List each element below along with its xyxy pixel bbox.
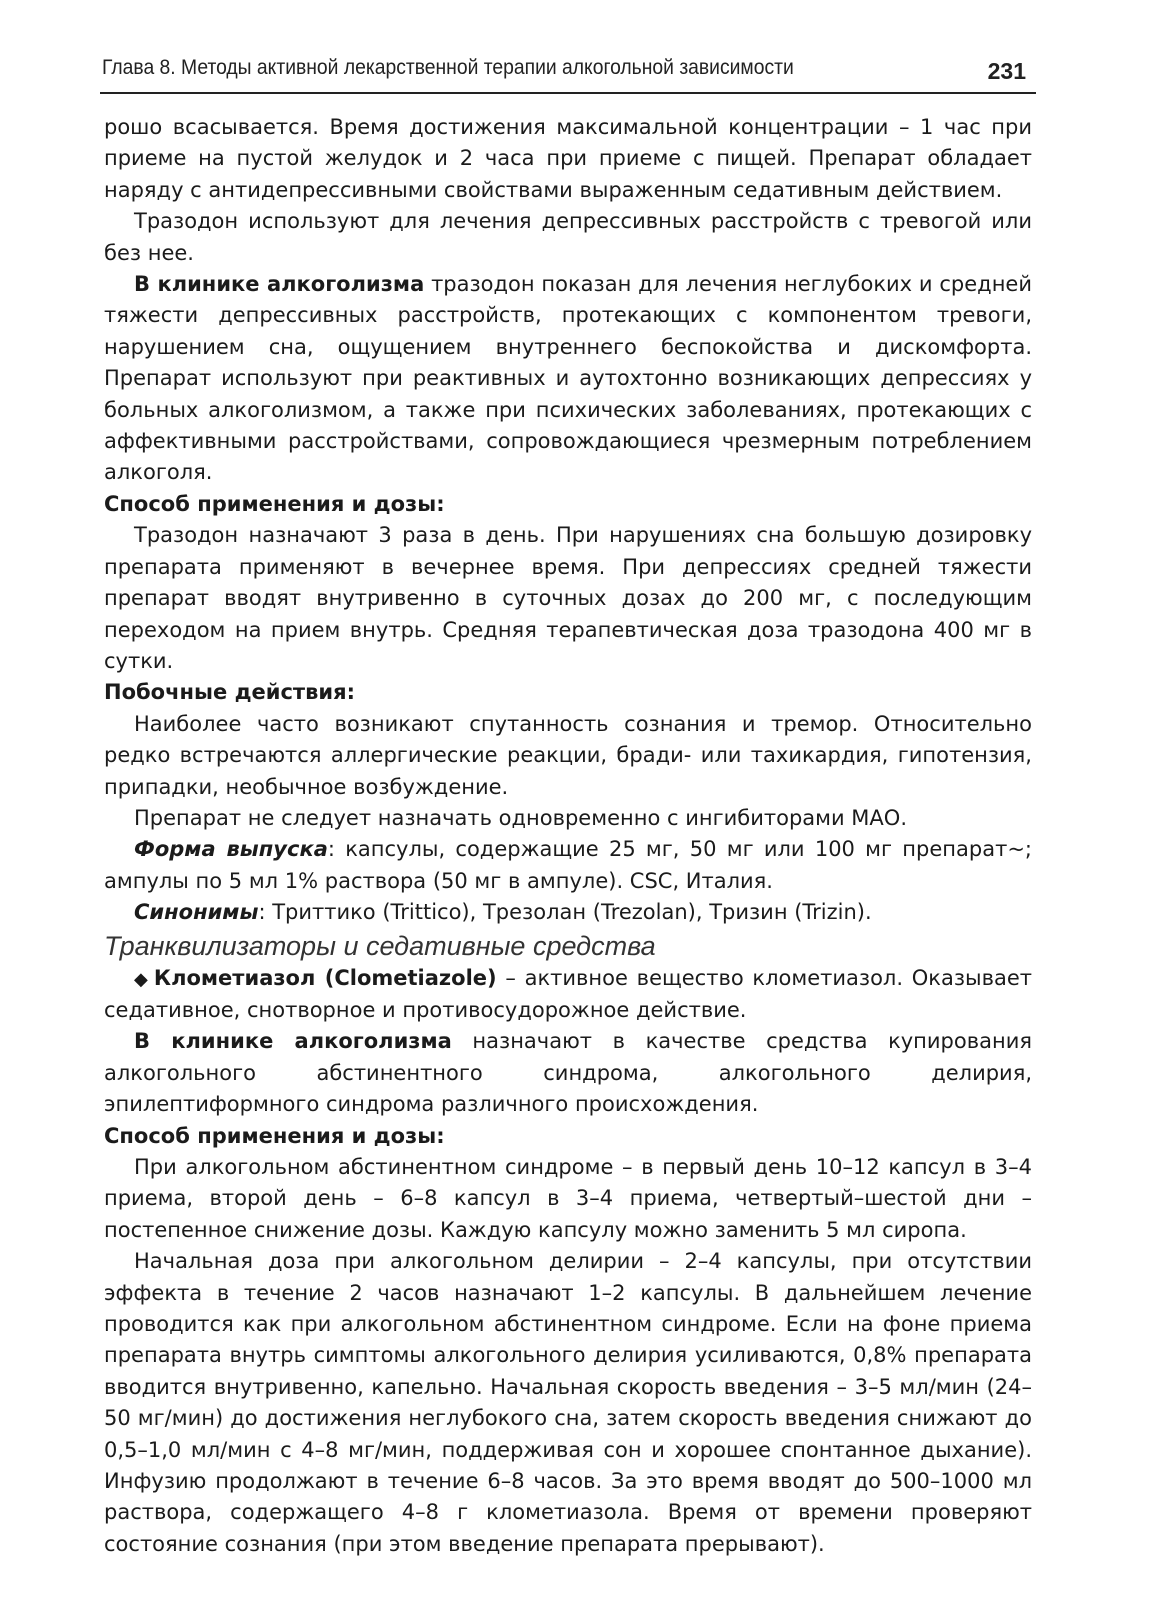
page-number: 231 bbox=[987, 58, 1026, 84]
paragraph-text: тразодон показан для лечения неглубоких и средней тяжести депрессивных расстройств, протекающих с компонентом тревоги, нарушением сна, ощущением внутреннего беспокойства и дискомфорта. Препарат используют при реактивных и аутохтонно возникающих депрессиях у больных алкоголизмом, а также при психических заболеваниях, протекающих с аффективными расстройствами, сопровождающиеся чрезмерным потреблением алкоголя. bbox=[104, 272, 1032, 485]
section-title: Транквилизаторы и седативные средства bbox=[104, 930, 656, 961]
paragraph-text: назначают в качестве средства купирования алкогольного абстинентного синдрома, алкогольного делирия, эпилептиформного синдрома различного происхождения. bbox=[104, 1029, 1032, 1117]
paragraph-clometiazole-clinic bbox=[104, 1026, 1032, 1120]
paragraph-mao-warning: Препарат не следует назначать одновременно с ингибиторами МАО. bbox=[134, 805, 907, 830]
paragraph-withdrawal-dosing: При алкогольном абстинентном синдроме – в первый день 10–12 капсул в 3–4 приема, второй день – 6–8 капсул в 3–4 приема, четвертый–шестой дни – постепенное снижение дозы. Каждую капсулу можно заменить 5 мл сиропа. bbox=[104, 1155, 1032, 1242]
subheading-side-effects: Побочные действия: bbox=[104, 680, 355, 705]
paragraph-release-form bbox=[104, 834, 1032, 897]
drug-name: Клометиазол (Clometiazole) bbox=[153, 965, 497, 990]
page-body bbox=[104, 112, 1032, 1560]
chapter-running-title: Глава 8. Методы активной лекарственной терапии алкогольной зависимости bbox=[102, 56, 794, 79]
subheading-dosage-2: Способ применения и дозы: bbox=[104, 1123, 445, 1148]
running-header bbox=[100, 52, 1036, 94]
diamond-bullet-icon: ◆ bbox=[134, 968, 150, 990]
run-in-heading: В клинике алкоголизма bbox=[134, 272, 425, 297]
paragraph-side-effects: Наиболее часто возникают спутанность сознания и тремор. Относительно редко встречаются аллергические реакции, бради- или тахикардия, гипотензия, припадки, необычное возбуждение. bbox=[104, 711, 1032, 799]
paragraph-text: – активное вещество клометиазол. Оказывает седативное, снотворное и противосудорожное действие. bbox=[104, 965, 1032, 1022]
paragraph-delirium-dosing: Начальная доза при алкогольном делирии – 2–4 капсулы, при отсутствии эффекта в течение 2 часов назначают 1–2 капсулы. В дальнейшем лечение проводится как при алкогольном абстинентном синдроме. Если на фоне приема препарата внутрь симптомы алкогольного делирия усиливаются, 0,8% препарата вводится внутривенно, капельно. Начальная скорость введения – 3–5 мл/мин (24–50 мг/мин) до достижения неглубокого сна, затем скорость введения снижают до 0,5–1,0 мл/мин с 4–8 мг/мин, поддерживая сон и хорошее спонтанное дыхание). Инфузию продолжают в течение 6–8 часов. За это время вводят до 500–1000 мл раствора, содержащего 4–8 г клометиазола. Время от времени проверяют состояние сознания (при этом введение препарата прерывают). bbox=[104, 1249, 1032, 1556]
paragraph-text: : Триттико (Trittico), Трезолан (Trezolan), Тризин (Trizin). bbox=[258, 900, 872, 925]
paragraph-alcoholism-clinic bbox=[104, 269, 1032, 489]
paragraph-dosage: Тразодон назначают 3 раза в день. При нарушениях сна большую дозировку препарата применяют в вечернее время. При депрессиях средней тяжести препарат вводят внутривенно в суточных дозах до 200 мг, с последующим переходом на прием внутрь. Средняя терапевтическая доза тразодона 400 мг в сутки. bbox=[104, 523, 1032, 673]
paragraph-text: : капсулы, содержащие 25 мг, 50 мг или 100 мг препарат~; ампулы по 5 мл 1% раствора (50 мг в ампуле). CSC, Италия. bbox=[104, 837, 1032, 893]
paragraph-absorption: рошо всасывается. Время достижения максимальной концентрации – 1 час при приеме на пустой желудок и 2 часа при приеме с пищей. Препарат обладает наряду с антидепрессивными свойствами выраженным седативным действием. bbox=[104, 115, 1032, 202]
paragraph-clometiazole bbox=[104, 963, 1032, 1027]
release-form-label: Форма выпуска bbox=[134, 837, 328, 862]
run-in-heading: В клинике алкоголизма bbox=[134, 1029, 452, 1054]
synonyms-label: Синонимы bbox=[134, 900, 259, 925]
paragraph-synonyms bbox=[104, 897, 1032, 928]
paragraph-trazodone-use: Тразодон используют для лечения депрессивных расстройств с тревогой или без нее. bbox=[104, 209, 1032, 265]
subheading-dosage: Способ применения и дозы: bbox=[104, 491, 445, 516]
